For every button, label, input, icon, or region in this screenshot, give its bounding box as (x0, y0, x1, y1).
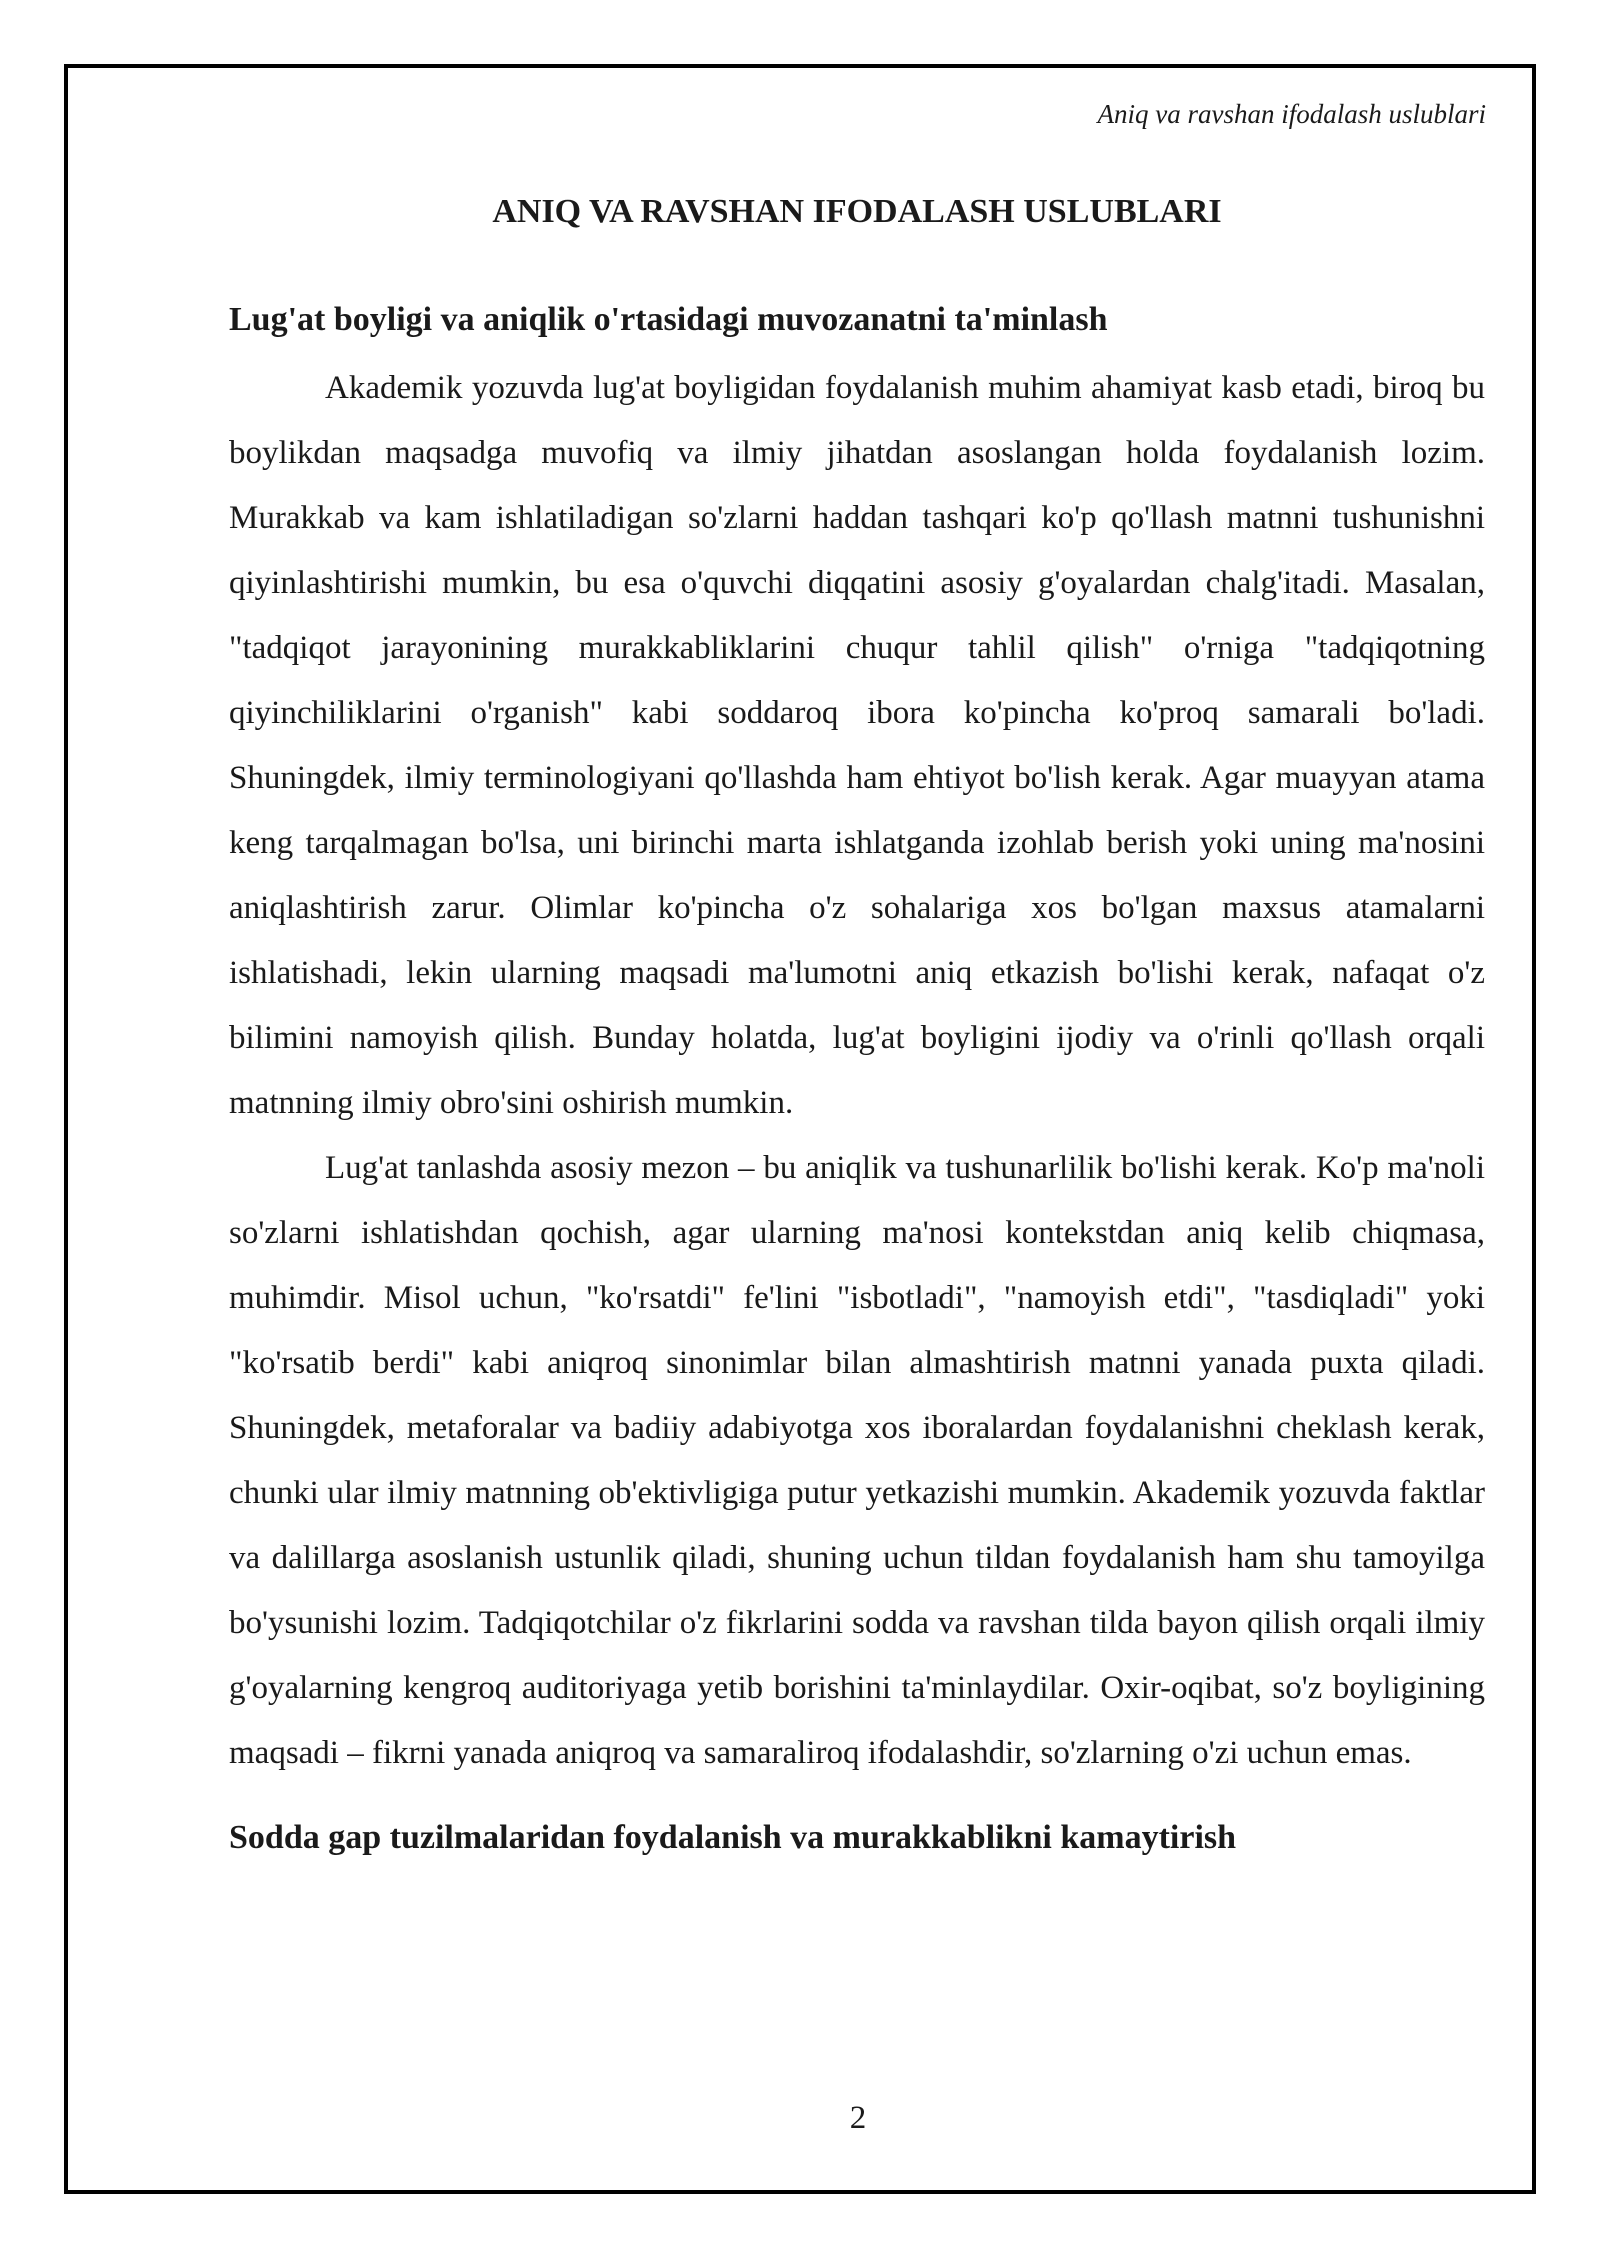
running-header: Aniq va ravshan ifodalash uslublari (1097, 99, 1486, 129)
section-heading: Lug'at boyligi va aniqlik o'rtasidagi muvozanatni ta'minlash (229, 301, 1108, 338)
section-heading: Sodda gap tuzilmalaridan foydalanish va murakkablikni kamaytirish (229, 1819, 1237, 1856)
document-body (229, 298, 1485, 1860)
page-number: 2 (849, 2100, 867, 2136)
document-title: ANIQ VA RAVSHAN IFODALASH USLUBLARI (492, 193, 1222, 230)
body-paragraph: Lug'at tanlashda asosiy mezon – bu aniqlik va tushunarlilik bo'lishi kerak. Ko'p ma'noli so'zlarni ishlatishdan qochish, agar ularning ma'nosi kontekstdan aniq kelib chiqmasa, muhimdir. Misol uchun, "ko'rsatdi" fe'lini "isbotladi", "namoyish etdi", "tasdiqladi" yoki "ko'rsatib berdi" kabi aniqroq sinonimlar bilan almashtirish matnni yanada puxta qiladi. Shuningdek, metaforalar va badiiy adabiyotga xos iboralardan foydalanishni cheklash kerak, chunki ular ilmiy matnning ob'ektivligiga putur yetkazishi mumkin. Akademik yozuvda faktlar va dalillarga asoslanish ustunlik qiladi, shuning uchun tildan foydalanish ham shu tamoyilga bo'ysunishi lozim. Tadqiqotchilar o'z fikrlarini sodda va ravshan tilda bayon qilish orqali ilmiy g'oyalarning kengroq auditoriyaga yetib borishini ta'minlaydilar. Oxir-oqibat, so'z boyligining maqsadi – fikrni yanada aniqroq va samaraliroq ifodalashdir, so'zlarning o'zi uchun emas. (229, 1150, 1485, 1771)
body-paragraph: Akademik yozuvda lug'at boyligidan foydalanish muhim ahamiyat kasb etadi, biroq bu boylikdan maqsadga muvofiq va ilmiy jihatdan asoslangan holda foydalanish lozim. Murakkab va kam ishlatiladigan so'zlarni haddan tashqari ko'p qo'llash matnni tushunishni qiyinlashtirishi mumkin, bu esa o'quvchi diqqatini asosiy g'oyalardan chalg'itadi. Masalan, "tadqiqot jarayonining murakkabliklarini chuqur tahlil qilish" o'rniga "tadqiqotning qiyinchiliklarini o'rganish" kabi soddaroq ibora ko'pincha ko'proq samarali bo'ladi. Shuningdek, ilmiy terminologiyani qo'llashda ham ehtiyot bo'lish kerak. Agar muayyan atama keng tarqalmagan bo'lsa, uni birinchi marta ishlatganda izohlab berish yoki uning ma'nosini aniqlashtirish zarur. Olimlar ko'pincha o'z sohalariga xos bo'lgan maxsus atamalarni ishlatishadi, lekin ularning maqsadi ma'lumotni aniq etkazish bo'lishi kerak, nafaqat o'z bilimini namoyish qilish. Bunday holatda, lug'at boyligini ijodiy va o'rinli qo'llash orqali matnning ilmiy obro'sini oshirish mumkin. (229, 370, 1485, 1121)
